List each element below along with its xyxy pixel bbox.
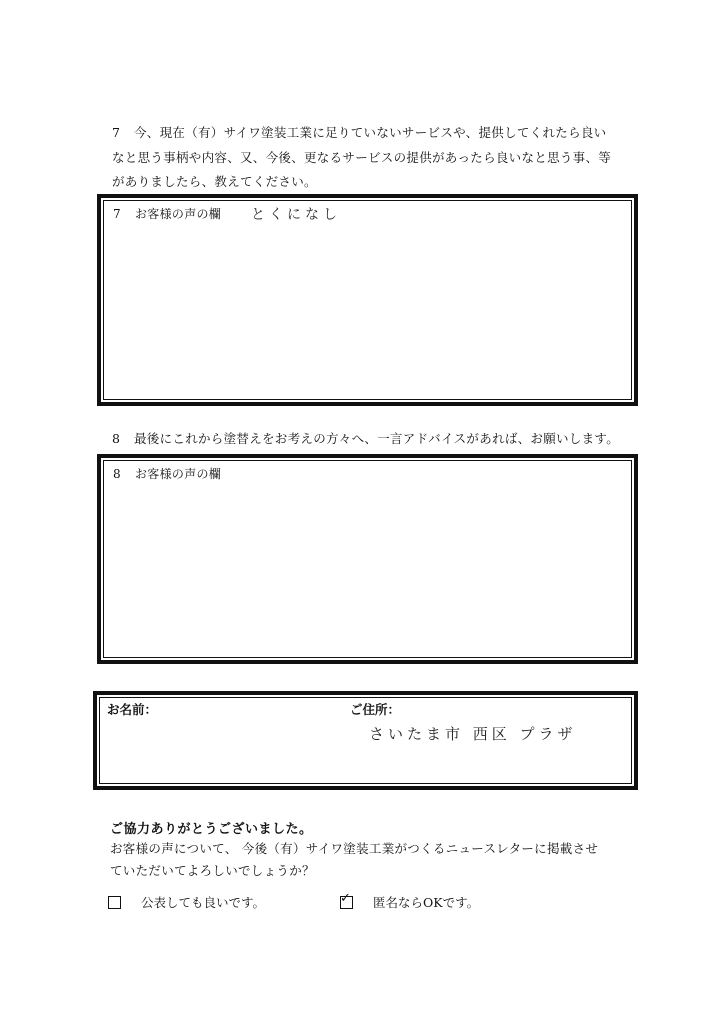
consent-question-line-2: ていただいてよろしいでしょうか？: [110, 863, 315, 878]
question-7-text-line-3: がありましたら、教えてください。: [112, 174, 317, 189]
answer-box-7[interactable]: [97, 194, 638, 406]
consent-question: [110, 838, 598, 882]
answer-box-8-label: [113, 465, 221, 482]
answer-7-handwritten: とくになし: [251, 207, 341, 223]
question-7-number: 7: [112, 125, 121, 140]
address-value[interactable]: さいたま市 西区 プラザ: [369, 725, 577, 743]
name-label: お名前：: [107, 702, 158, 717]
question-7-text-line-1: 今、現在（有）サイワ塗装工業に足りていないサービスや、提供してくれたら良い: [134, 125, 607, 140]
question-7-text-line-2: なと思う事柄や内容、又、今後、更なるサービスの提供があったら良いなと思う事、等: [112, 150, 612, 165]
answer-box-7-label-text: お客様の声の欄: [135, 207, 222, 221]
question-7-line-1: [112, 121, 606, 144]
question-8-text: 最後にこれから塗替えをお考えの方々へ、一言アドバイスがあれば、お願いします。: [134, 431, 620, 446]
checkbox-public[interactable]: [108, 896, 121, 909]
option-public[interactable]: [108, 893, 265, 911]
answer-box-8[interactable]: [97, 454, 638, 664]
customer-info-box: [93, 691, 638, 790]
answer-box-7-label: [113, 205, 221, 222]
consent-question-line-1: お客様の声について、 今後（有）サイワ塗装工業がつくるニュースレターに掲載させ: [110, 841, 599, 856]
option-public-label: 公表しても良いです。: [141, 895, 266, 910]
answer-box-8-number: 8: [113, 467, 121, 481]
thanks-message: ご協力ありがとうございました。: [110, 822, 313, 837]
address-label: ご住所：: [350, 702, 401, 717]
checkbox-anonymous[interactable]: [340, 890, 353, 909]
question-8-number: 8: [112, 431, 121, 446]
checkmark-anonymous-icon: ✓: [340, 890, 351, 906]
option-anonymous-label: 匿名ならOKです。: [373, 895, 480, 910]
option-anonymous[interactable]: [340, 890, 480, 911]
answer-box-7-number: 7: [113, 207, 121, 221]
question-8-line: [112, 427, 619, 450]
answer-box-8-label-text: お客様の声の欄: [135, 467, 222, 481]
